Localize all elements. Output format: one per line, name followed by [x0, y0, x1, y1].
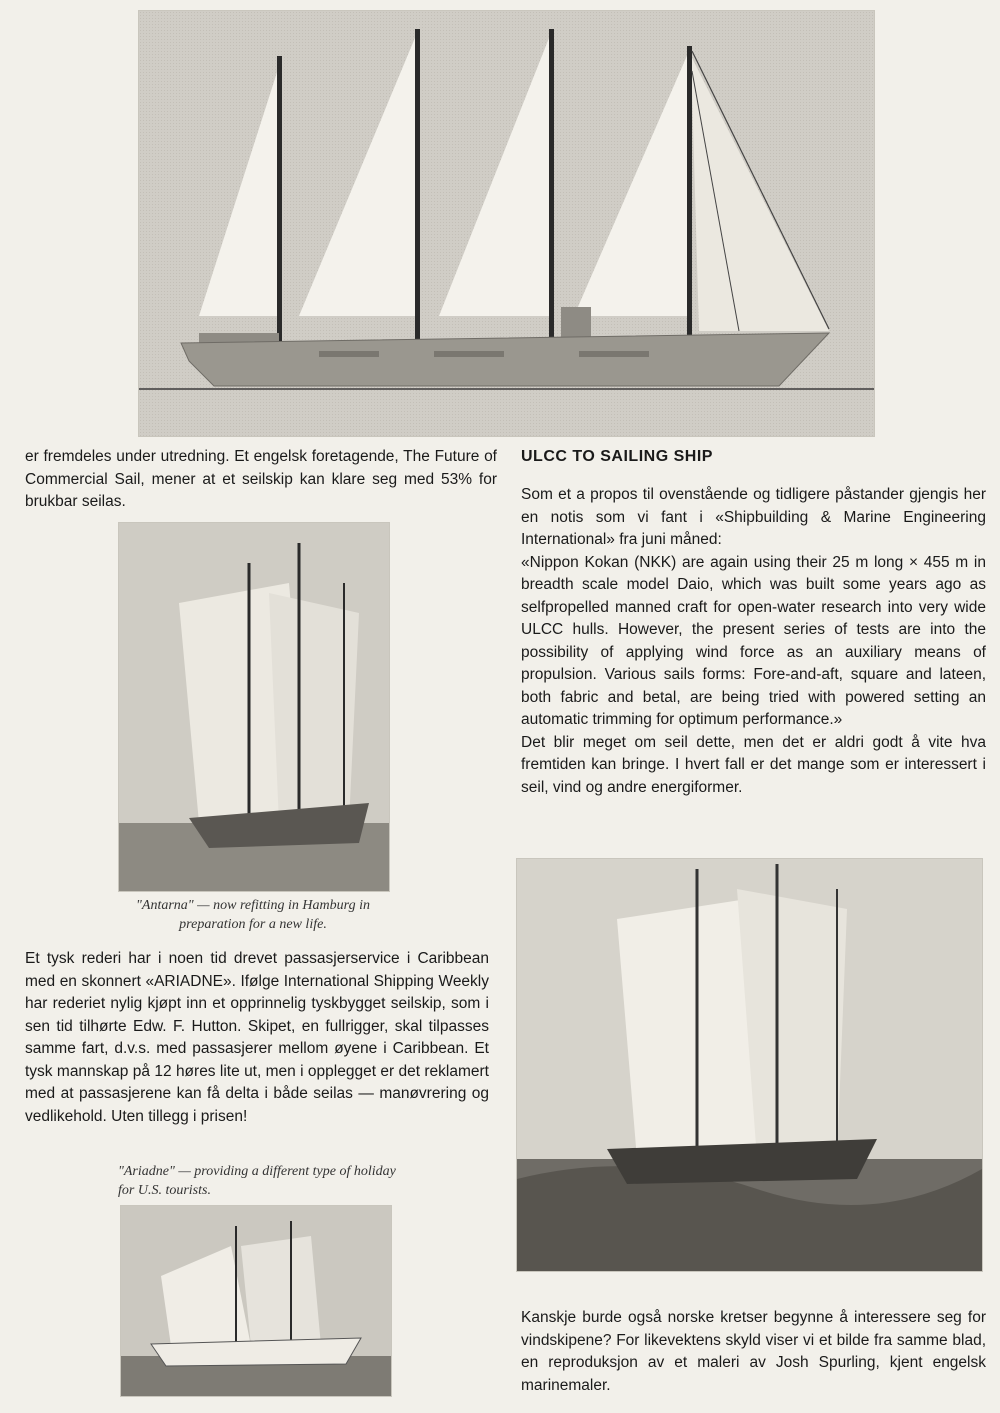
ariadne-ship-image: [121, 1206, 391, 1396]
closing-paragraph: Kanskje burde også norske kretser begynne å interessere seg for vindskipene? For likevektens skyld viser vi et bilde fra samme blad, en reproduksjon av et maleri av Josh Spurling, kjent engelsk marinemaler.: [521, 1309, 986, 1394]
nkk-quote: «Nippon Kokan (NKK) are again using their 25 m long × 455 m in breadth scale model Daio, which was built some years ago as selfpropelled manned craft for open-water research into very wide ULCC hulls. However, the present series of tests are into the possibility of applying wind force as an auxiliary means of propulsion. Various sails forms: Fore-and-aft, square and lateen, both fabric and betal, are being tried with powered setting an automatic trimming for optimum performance.»: [521, 553, 986, 728]
mast-1: [277, 56, 282, 351]
mast-3: [549, 29, 554, 351]
ariadne-caption: "Ariadne" — providing a different type of holiday for U.S. tourists.: [118, 1164, 396, 1198]
mast-2: [415, 29, 420, 351]
mast-4: [687, 46, 692, 351]
intro-paragraph: er fremdeles under utredning. Et engelsk foretagende, The Future of Commercial Sail, mener at et seilskip kan klare seg med 53% for brukbar seilas.: [25, 448, 497, 510]
intro-note: Som et a propos til ovenstående og tidligere påstander gjengis her en notis som vi fant i «Shipbuilding & Marine Engineering International» fra juni måned:: [521, 486, 986, 548]
ariadne-paragraph: Et tysk rederi har i noen tid drevet passasjerservice i Caribbean med en skonnert «ARIADNE». Ifølge International Shipping Weekly har rederiet nylig kjøpt inn et opprinnelig tyskbygget seilskip, som i sen tid tilhørte Edw. F. Hutton. Skipet, en fullrigger, skal tilpasses samme fart, d.v.s. med passasjerer mellom øyene i Caribbean. Et tysk mannskap på 12 høres lite ut, men i opplegget er det reklamert med at passasjerene kan få delta i både seilas — manøvrering og vedlikehold. Uten tillegg i prisen!: [25, 950, 489, 1125]
four-masted-ship-illustration: [138, 10, 875, 437]
antarna-photo: [118, 522, 390, 892]
clipper-ship-painting: [517, 859, 982, 1271]
ariadne-photo: [120, 1205, 392, 1397]
antarna-caption: "Antarna" — now refitting in Hamburg in preparation for a new life.: [136, 898, 370, 932]
comment-paragraph: Det blir meget om seil dette, men det er aldri godt å vite hva fremtiden kan bringe. I hvert fall er det mange som er interessert i seil, vind og andre energiformer.: [521, 733, 986, 796]
spurling-painting: [516, 858, 983, 1272]
ship-diagram-svg: [139, 11, 874, 436]
antarna-ship-image: [119, 523, 389, 891]
article-heading: ULCC TO SAILING SHIP: [521, 448, 713, 465]
